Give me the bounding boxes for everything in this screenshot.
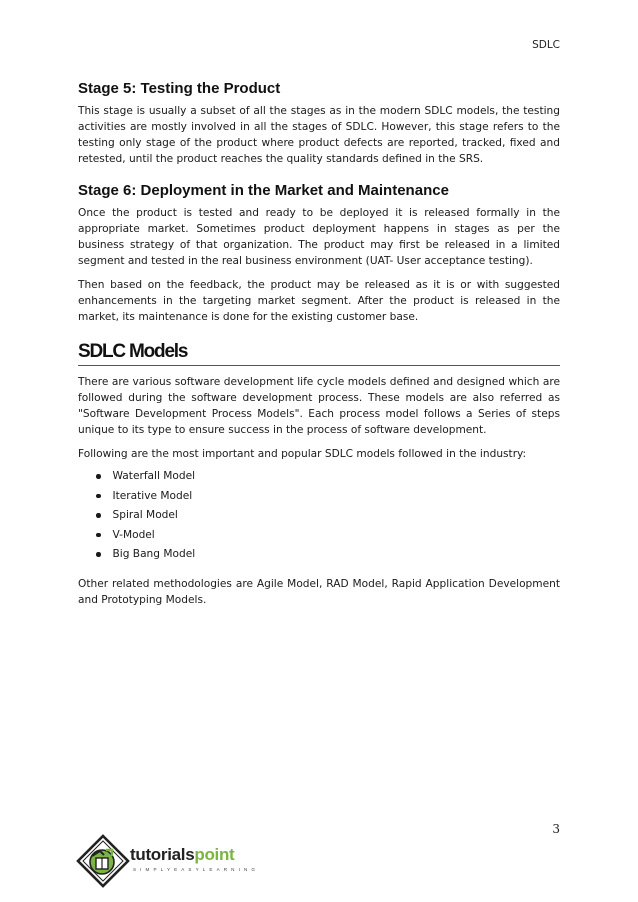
page-content [78,80,560,608]
bullet-icon [96,513,101,518]
sdlc-models-heading: SDLC Models [78,341,560,366]
logo-wordmark: tutorialspoint [130,845,235,864]
list-item: Big Bang Model [96,548,560,561]
sdlc-models-lead-in: Following are the most important and popular SDLC models followed in the industry: [78,448,527,460]
bullet-icon [96,552,101,557]
bullet-icon [96,533,101,538]
list-item: V-Model [96,529,560,542]
tutorialspoint-logo [76,834,266,888]
sdlc-models-closing: Other related methodologies are Agile Model, RAD Model, Rapid Application Development and Prototyping Models. [78,577,560,606]
stage6-paragraph-2: Then based on the feedback, the product may be released as it is or with suggested enhancements in the targeting market segment. After the product is released in the market, its maintenance is done for the existing customer base. [78,279,560,323]
running-header: SDLC [532,39,560,51]
page-number: 3 [552,822,560,836]
bullet-icon [96,474,101,479]
list-item: Iterative Model [96,490,560,503]
sdlc-models-list [96,470,560,561]
stage6-heading: Stage 6: Deployment in the Market and Maintenance [78,182,449,199]
logo-mark-icon [76,834,130,888]
bullet-icon [96,494,101,499]
logo-tagline: SIMPLYEASYLEARNING [133,867,260,872]
sdlc-models-intro: There are various software development life cycle models defined and designed which are followed during the software development process. These models are also referred as "Software Development Process Models". Each process model follows a Series of steps unique to its type to ensure success in the process of software development. [78,376,560,436]
stage6-paragraph-1: Once the product is tested and ready to be deployed it is released formally in the appropriate market. Sometimes product deployment happens in stages as per the business strategy of that organization. The product may first be released in a limited segment and tested in the real business environment (UAT- User acceptance testing). [78,207,560,267]
list-item: Spiral Model [96,509,560,522]
stage5-paragraph: This stage is usually a subset of all the stages as in the modern SDLC models, the testing activities are mostly involved in all the stages of SDLC. However, this stage refers to the testing only stage of the product where product defects are reported, tracked, fixed and retested, until the product reaches the quality standards defined in the SRS. [78,105,560,165]
stage5-heading: Stage 5: Testing the Product [78,80,281,97]
list-item: Waterfall Model [96,470,560,483]
